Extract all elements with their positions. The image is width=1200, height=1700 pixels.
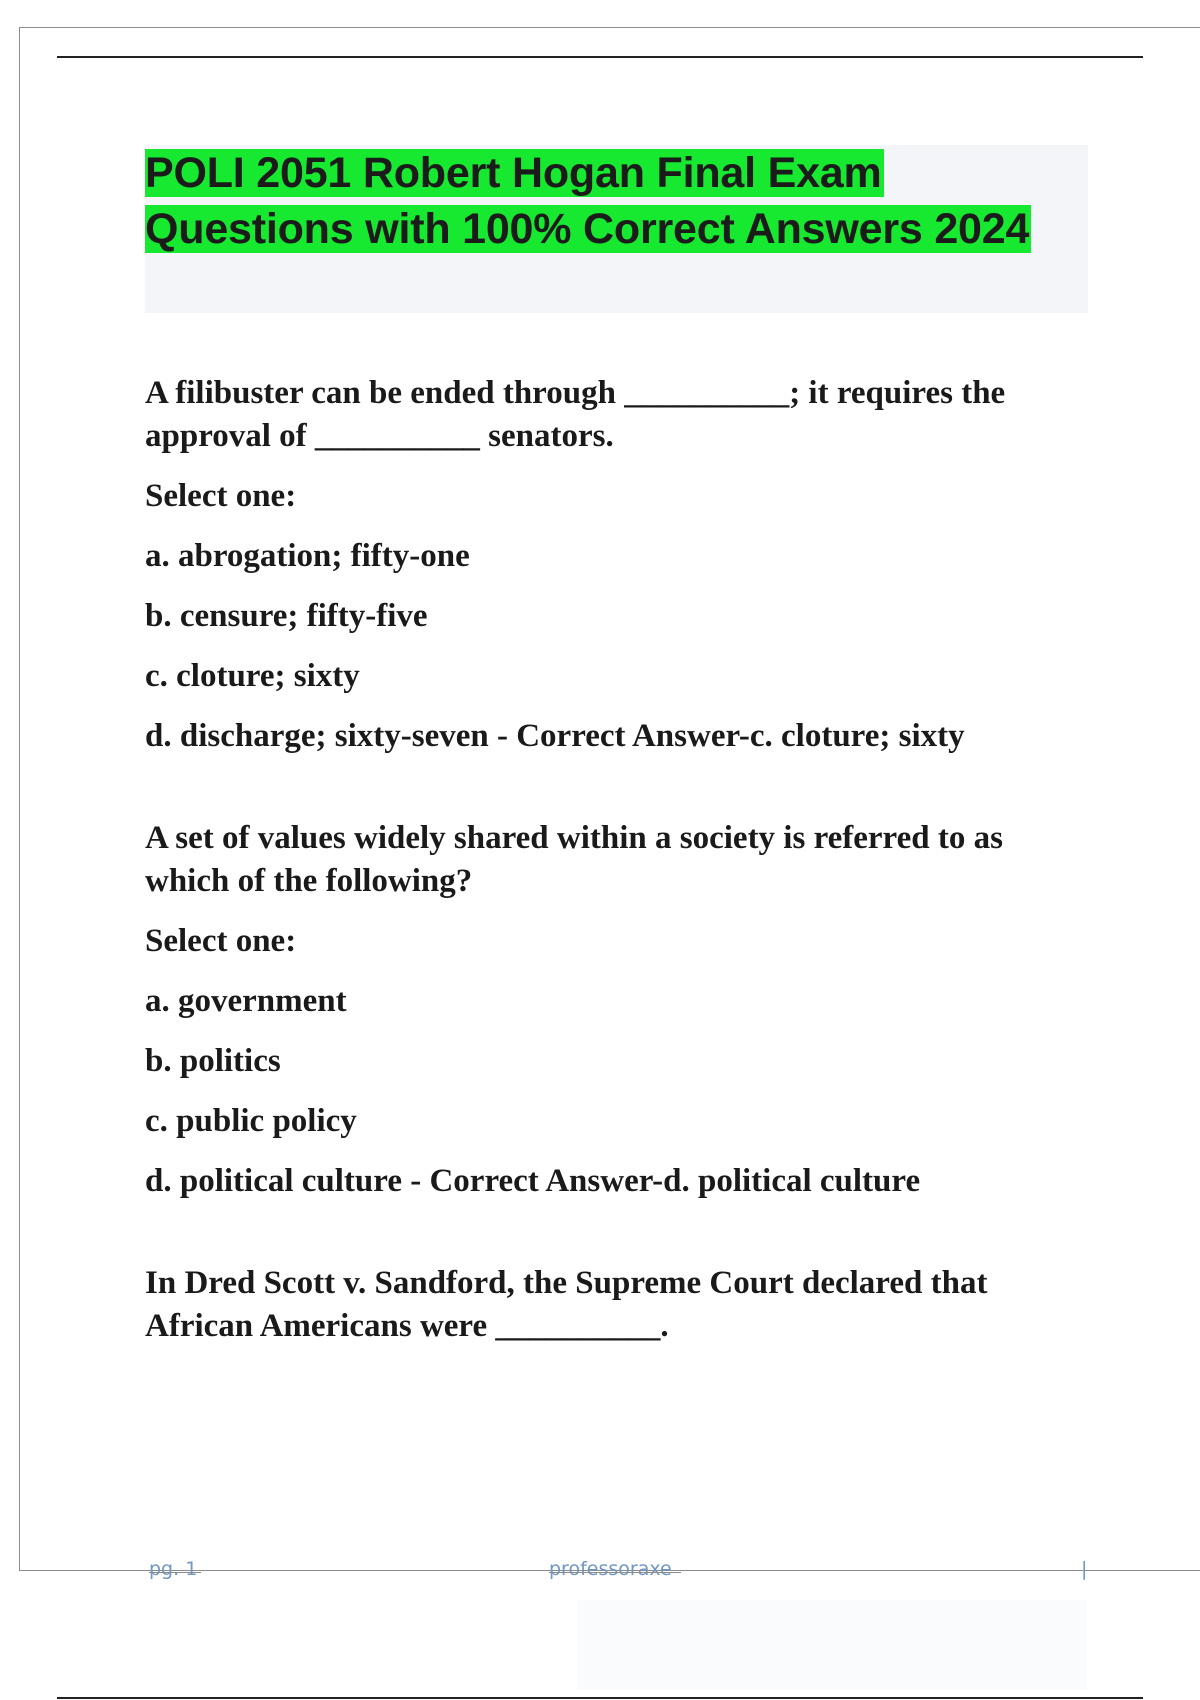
footer-strike-center [549, 1572, 681, 1573]
question-block-1 [145, 372, 1090, 758]
footer-shade [577, 1600, 1087, 1690]
answer-option-a: a. government [145, 983, 347, 1019]
question-block-3 [145, 1262, 1090, 1348]
bottom-rule [57, 1697, 1143, 1699]
question-text: In Dred Scott v. Sandford, the Supreme Court declared that African Americans were __________. [145, 1265, 988, 1344]
answer-option-c: c. cloture; sixty [145, 658, 360, 694]
top-rule [57, 56, 1143, 58]
select-one-label: Select one: [145, 923, 297, 959]
document-body [145, 372, 1090, 1407]
page-footer [0, 1558, 1200, 1588]
footer-author: professoraxe [549, 1558, 672, 1580]
answer-option-d: d. political culture - Correct Answer-d. political culture [145, 1163, 921, 1199]
answer-option-b: b. censure; fifty-five [145, 598, 428, 634]
page-number: pg. 1 [149, 1558, 198, 1580]
answer-option-a: a. abrogation; fifty-one [145, 538, 470, 574]
answer-option-c: c. public policy [145, 1103, 357, 1139]
select-one-label: Select one: [145, 478, 297, 514]
question-block-2 [145, 817, 1090, 1203]
footer-separator: | [1081, 1558, 1088, 1580]
question-text: A filibuster can be ended through __________; it requires the approval of __________ senators. [145, 375, 1006, 454]
answer-option-b: b. politics [145, 1043, 281, 1079]
title-block [145, 145, 1088, 313]
document-title [145, 145, 1088, 257]
question-text: A set of values widely shared within a society is referred to as which of the following? [145, 820, 1003, 899]
footer-strike-left [149, 1572, 201, 1573]
title-highlight: POLI 2051 Robert Hogan Final Exam Questions with 100% Correct Answers 2024 [145, 149, 1030, 253]
answer-option-d: d. discharge; sixty-seven - Correct Answer-c. cloture; sixty [145, 718, 965, 754]
